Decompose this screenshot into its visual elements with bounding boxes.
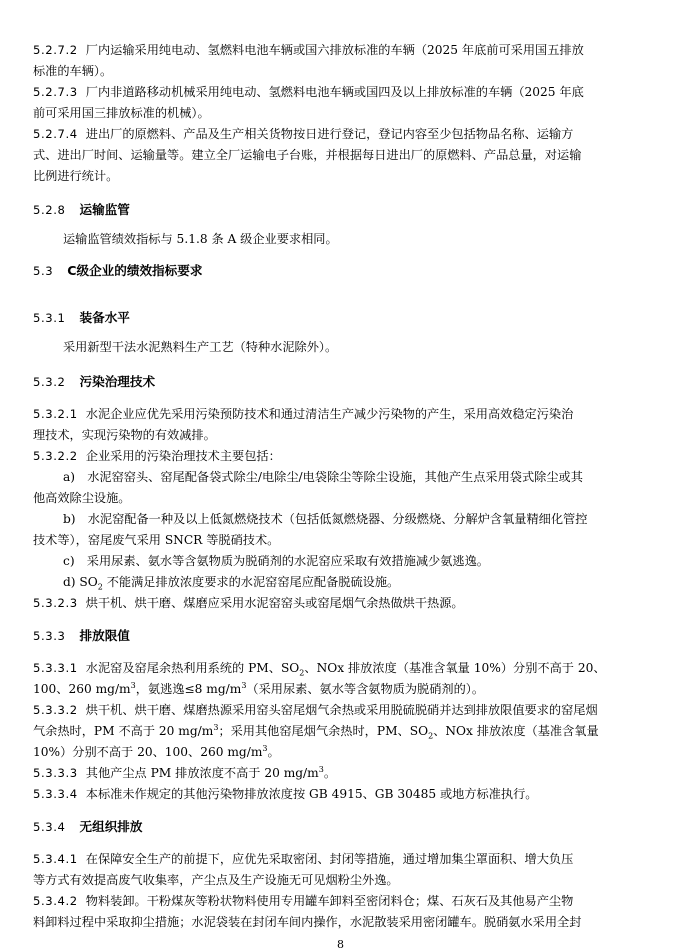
heading-number: 5.3 (33, 264, 54, 278)
clause-number: 5.3.3.1 (33, 661, 78, 675)
heading-title: 无组织排放 (79, 819, 143, 834)
clause-number: 5.3.3.4 (33, 787, 78, 801)
para-5-3-3-3: 5.3.3.3 其他产尘点 PM 排放浓度不高于 20 $mg/m^3$。 (33, 764, 337, 780)
para-5-2-7-4-line-2: 式、进出厂时间、运输量等。建立全厂运输电子台账，并根据每日进出厂的原燃料、产品总量，对运输 (33, 148, 582, 162)
heading-number: 5.3.3 (33, 629, 66, 643)
clause-number: 5.3.3.2 (33, 703, 78, 717)
heading-5-3-4 (33, 818, 663, 836)
clause-number: 5.3.4.2 (33, 894, 78, 908)
para-5-3-4-1-line-1: 5.3.4.1 在保障安全生产的前提下，应优先采取密闭、封闭等措施，通过增加集尘罩面积、增大负压 (33, 852, 574, 866)
clause-number: 5.3.3.3 (33, 766, 78, 780)
para-5-3-3-2-line-2: 气余热时，PM 不高于 20 $mg/m^3$；采用其他窑尾烟气余热时，PM、$SO_2$、NOx 排放浓度（基准含氧量 (33, 722, 599, 740)
para-5-3-3-1-line-2: 100、260 $mg/m^3$，氨逃逸≤8 $mg/m^3$（采用尿素、氨水等含氨物质为脱硝剂的）。 (33, 680, 485, 696)
heading-number: 5.3.4 (33, 820, 66, 834)
heading-title: 污染治理技术 (79, 374, 156, 389)
para-5-3-3-2-line-1: 5.3.3.2 烘干机、烘干磨、煤磨热源采用窑头窑尾烟气余热或采用脱硫脱硝并达到排放限值要求的窑尾烟 (33, 703, 598, 717)
heading-5-3-2 (33, 373, 663, 391)
clause-number: 5.2.7.2 (33, 43, 78, 57)
heading-title: 排放限值 (79, 628, 130, 643)
heading-5-3 (33, 262, 663, 280)
heading-5-3-1 (33, 309, 663, 327)
list-item-a-line-1: a) 水泥窑窑头、窑尾配备袋式除尘/电除尘/电袋除尘等除尘设施，其他产生点采用袋式除尘或其 (63, 470, 583, 484)
para-5-3-4-2-line-2: 料卸料过程中采取抑尘措施；水泥袋装在封闭车间内操作，水泥散装采用密闭罐车。脱硝氨水采用全封 (33, 915, 582, 929)
para-5-2-7-4-line-1: 5.2.7.4 进出厂的原燃料、产品及生产相关货物按日进行登记，登记内容至少包括物品名称、运输方 (33, 127, 574, 141)
heading-number: 5.3.2 (33, 375, 66, 389)
clause-number: 5.3.4.1 (33, 852, 78, 866)
heading-5-2-8 (33, 201, 663, 219)
list-item-d: d) $SO_2$ 不能满足排放浓度要求的水泥窑窑尾应配备脱硫设施。 (63, 575, 400, 591)
clause-number: 5.3.2.2 (33, 449, 78, 463)
para-5-2-7-2-line-1: 5.2.7.2 厂内运输采用纯电动、氢燃料电池车辆或国六排放标准的车辆（2025 年底前可采用国五排放 (33, 43, 584, 57)
para-5-3-2-2: 5.3.2.2 企业采用的污染治理技术主要包括： (33, 449, 281, 463)
list-item-a-line-2: 他高效除尘设施。 (33, 491, 131, 505)
para-5-3-2-1-line-2: 理技术，实现污染物的有效减排。 (33, 428, 216, 442)
para-5-3-3-4: 5.3.3.4 本标准未作规定的其他污染物排放浓度按 GB 4915、GB 30485 或地方标准执行。 (33, 787, 538, 801)
para-5-2-7-3-line-2: 前可采用国三排放标准的机械）。 (33, 106, 210, 120)
heading-5-3-3 (33, 627, 663, 645)
para-5-2-7-2-line-2: 标准的车辆）。 (33, 64, 113, 78)
para-5-3-3-2-line-3: 10%）分别不高于 20、100、260 $mg/m^3$。 (33, 743, 280, 759)
heading-number: 5.2.8 (33, 203, 66, 217)
list-item-c: c) 采用尿素、氨水等含氨物质为脱硝剂的水泥窑应采取有效措施减少氨逃逸。 (63, 554, 489, 568)
clause-number: 5.2.7.3 (33, 85, 78, 99)
list-item-b-line-1: b) 水泥窑配备一种及以上低氮燃烧技术（包括低氮燃烧器、分级燃烧、分解炉含氧量精细化管控 (63, 512, 588, 526)
clause-number: 5.3.2.1 (33, 407, 78, 421)
page-number: 8 (337, 938, 344, 951)
para-5-2-7-3-line-1: 5.2.7.3 厂内非道路移动机械采用纯电动、氢燃料电池车辆或国四及以上排放标准的车辆（2025 年底 (33, 85, 584, 99)
para-5-3-2-1-line-1: 5.3.2.1 水泥企业应优先采用污染预防技术和通过清洁生产减少污染物的产生，采用高效稳定污染治 (33, 407, 574, 421)
heading-number: 5.3.1 (33, 311, 66, 325)
list-item-b-line-2: 技术等），窑尾废气采用 SNCR 等脱硝技术。 (33, 533, 280, 547)
heading-title: 装备水平 (79, 310, 130, 325)
para-5-3-3-1-line-1: 5.3.3.1 水泥窑及窑尾余热利用系统的 PM、$SO_2$、NOx 排放浓度（基准含氧量 10%）分别不高于 20、 (33, 661, 606, 677)
para-5-2-8: 运输监管绩效指标与 5.1.8 条 A 级企业要求相同。 (63, 232, 338, 246)
para-5-3-4-1-line-2: 等方式有效提高废气收集率，产尘点及生产设施无可见烟粉尘外逸。 (33, 873, 399, 887)
para-5-3-4-2-line-1: 5.3.4.2 物料装卸。干粉煤灰等粉状物料使用专用罐车卸料至密闭料仓；煤、石灰石及其他易产尘物 (33, 894, 574, 908)
para-5-2-7-4-line-3: 比例进行统计。 (33, 169, 119, 183)
para-5-3-1: 采用新型干法水泥熟料生产工艺（特种水泥除外）。 (63, 340, 338, 354)
para-5-3-2-3: 5.3.2.3 烘干机、烘干磨、煤磨应采用水泥窑窑头或窑尾烟气余热做烘干热源。 (33, 596, 464, 610)
clause-number: 5.2.7.4 (33, 127, 78, 141)
heading-title: C级企业的绩效指标要求 (67, 263, 203, 278)
heading-title: 运输监管 (79, 202, 130, 217)
clause-number: 5.3.2.3 (33, 596, 78, 610)
